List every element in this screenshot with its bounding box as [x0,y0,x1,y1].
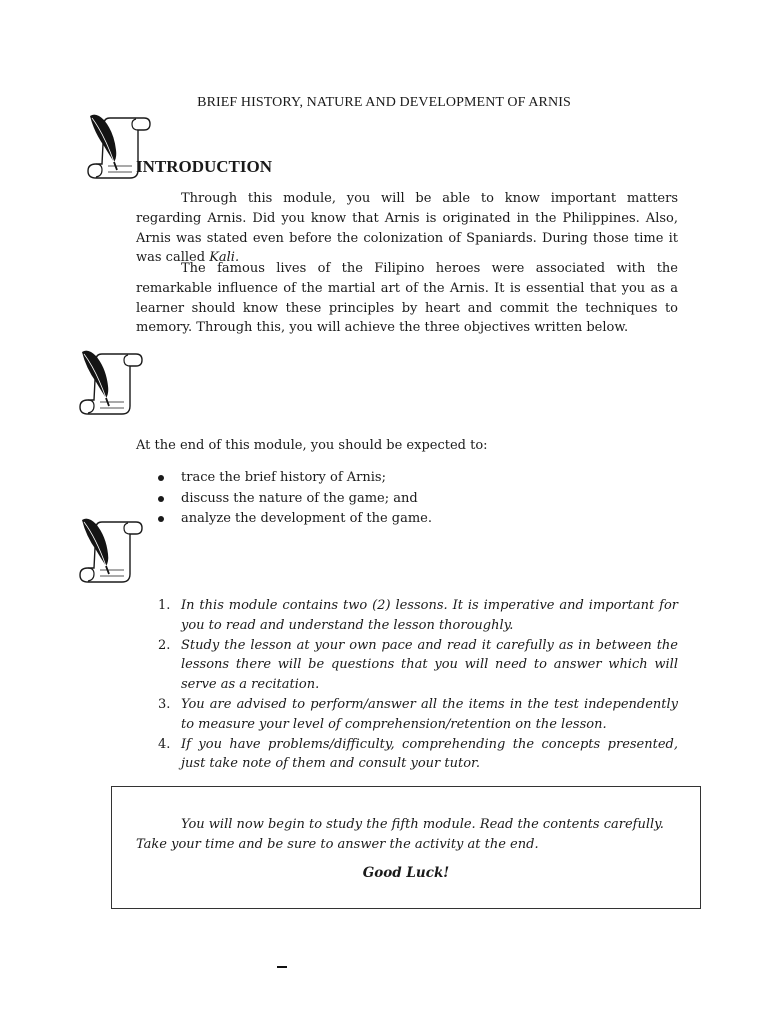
objective-text: analyze the development of the game. [181,511,432,527]
intro-paragraph-2-text: The famous lives of the Filipino heroes were associated with the remarkable influence of the martial art of the Arnis. It is essential that you as a learner should know these principles by heart and commit the techniques to memory. Through this, you will achieve the three objectives written below. [136,261,678,336]
list-item [136,509,432,530]
list-item [136,489,432,510]
list-number: 3. [158,696,171,712]
list-item [136,468,432,489]
objectives-list [136,468,432,530]
list-number: 2. [158,637,171,653]
quill-scroll-icon [74,514,144,589]
instruction-text: Study the lesson at your own pace and read it carefully as in between the lessons there will be questions that you will need to answer which will serve as a recitation. [181,637,678,693]
bullet-icon [158,496,164,502]
objective-text: discuss the nature of the game; and [181,490,418,506]
quill-scroll-icon [74,346,144,421]
footer-dash [277,966,287,968]
list-item [136,636,678,695]
intro-paragraph-1-text: Through this module, you will be able to know important matters regarding Arnis. Did you know that Arnis is originated in the Philippines. Also, Arnis was stated even before the colonization of Spaniards. During those time it was called [136,191,678,266]
list-number: 1. [158,598,171,613]
instructions-list [136,596,678,774]
intro-paragraph-1-italic: Kali. [209,250,240,266]
document-title: BRIEF HISTORY, NATURE AND DEVELOPMENT OF ARNIS [197,95,571,110]
instruction-text: In this module contains two (2) lessons. It is imperative and important for you to read and understand the lesson thoroughly. [181,598,678,633]
list-number: 4. [158,736,171,752]
intro-paragraph-1 [136,189,678,268]
note-body: You will now begin to study the fifth module. Read the contents carefully. Take your time and be sure to answer the activity at the end. [136,817,664,852]
instruction-text: You are advised to perform/answer all the items in the test independently to measure your level of comprehension/retention on the lesson. [181,696,678,732]
good-luck-text: Good Luck! [362,865,450,881]
list-item [136,596,678,636]
note-box [111,786,701,909]
instruction-text: If you have problems/difficulty, comprehending the concepts presented, just take note of them and consult your tutor. [181,736,678,772]
list-item [136,735,678,775]
bullet-icon [158,516,164,522]
bullet-icon [158,475,164,481]
introduction-heading: INTRODUCTION [136,157,273,176]
objective-text: trace the brief history of Arnis; [181,470,386,485]
intro-paragraph-2 [136,259,678,338]
objectives-lead: At the end of this module, you should be expected to: [136,438,488,453]
list-item [136,695,678,735]
note-text [136,815,678,855]
